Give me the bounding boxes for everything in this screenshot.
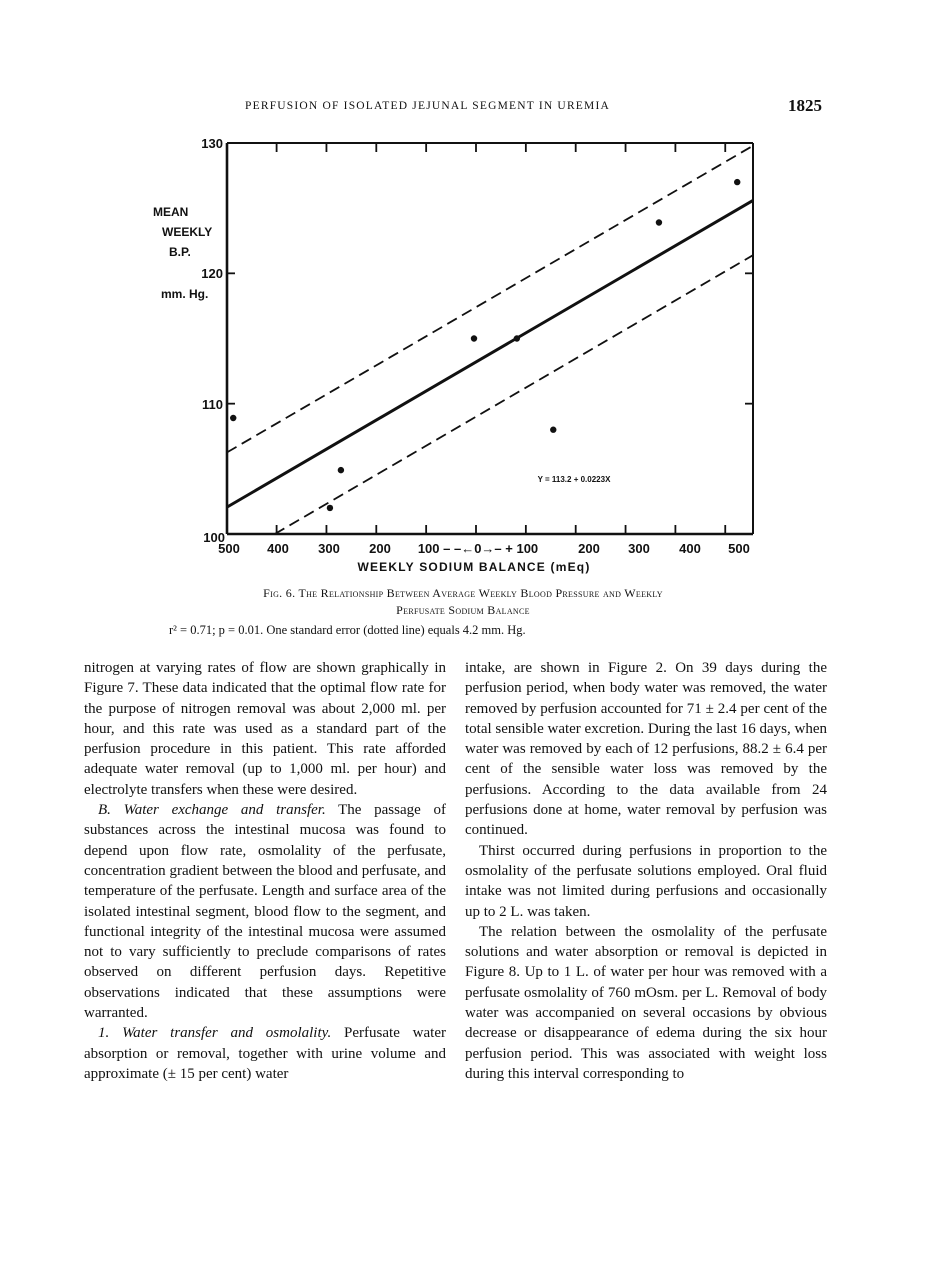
x-axis-title: WEEKLY SODIUM BALANCE (mEq)	[357, 560, 591, 574]
left-text-column	[84, 658, 446, 1084]
figure-caption-title: Fig. 6. The Relationship Between Average Weekly Blood Pressure and Weekly	[263, 586, 663, 600]
y-tick-label: 120	[201, 266, 223, 281]
x-tick-label: 500	[218, 541, 240, 556]
section-heading: 1. Water transfer and osmolality.	[98, 1025, 332, 1042]
y-axis-units: mm. Hg.	[161, 287, 209, 301]
data-point	[471, 335, 477, 341]
x-tick-label: 400	[679, 541, 701, 556]
data-point	[656, 219, 662, 225]
x-tick-label: 400	[267, 541, 289, 556]
paragraph: B. Water exchange and transfer. The passage of substances across the intestinal mucosa was found to depend upon flow rate, osmolality of the perfusate, concentration gradient between the blood and perfusate, and temperature of the perfusate. Length and surface area of the isolated intestinal segment, blood flow to the segment, and functional integrity of the intestinal mucosa were assumed not to vary sufficiently to preclude comparisons of rates observed on different perfusion days. Repetitive observations indicated that these assumptions were warranted.	[84, 802, 446, 1022]
data-point	[338, 467, 344, 473]
section-heading: B. Water exchange and transfer.	[98, 802, 326, 819]
figure-caption-note: r² = 0.71; p = 0.01. One standard error (dotted line) equals 4.2 mm. Hg.	[169, 623, 526, 637]
y-tick-label: 130	[201, 136, 223, 151]
data-point	[550, 427, 556, 433]
x-tick-label: 200	[578, 541, 600, 556]
lower-standard-error-line	[275, 255, 753, 534]
x-tick-label: 300	[318, 541, 340, 556]
paragraph: Thirst occurred during perfusions in proportion to the osmolality of the perfusate solutions employed. Oral fluid intake was not limited during perfusions and occasionally up to 2 L. was taken.	[465, 842, 827, 920]
paragraph: nitrogen at varying rates of flow are shown graphically in Figure 7. These data indicated that the optimal flow rate for the purpose of nitrogen removal was about 2,000 ml. per hour, and this rate was used as a standard part of the perfusion procedure in this patient. This rate afforded adequate water removal (up to 1,000 ml. per hour) and electrolyte transfers when these were desired.	[84, 660, 446, 798]
running-head: PERFUSION OF ISOLATED JEJUNAL SEGMENT IN UREMIA	[245, 100, 610, 112]
data-point	[230, 415, 236, 421]
figure-caption-subtitle: Perfusate Sodium Balance	[396, 603, 530, 617]
x-tick-label: 500	[728, 541, 750, 556]
paragraph: The relation between the osmolality of the perfusate solutions and water absorption or removal is depicted in Figure 8. Up to 1 L. of water per hour was removed with a perfusate osmolality of 760 mOsm. per L. Removal of body water was accompanied on several occasions by obvious decrease or disappearance of edema during the six hour perfusion period. This was associated with weight loss during this interval corresponding to	[465, 923, 827, 1082]
y-axis-title-line: MEAN	[153, 205, 189, 219]
paragraph: 1. Water transfer and osmolality. Perfusate water absorption or removal, together with urine volume and approximate (± 15 per cent) water	[84, 1025, 446, 1082]
y-axis-title-line: WEEKLY	[162, 225, 213, 239]
y-axis-title-line: B.P.	[169, 245, 191, 259]
data-point	[327, 505, 333, 511]
y-tick-label: 100	[203, 530, 225, 545]
upper-standard-error-line	[227, 146, 753, 453]
data-point	[734, 179, 740, 185]
x-tick-label: 200	[369, 541, 391, 556]
figure-6-chart	[0, 0, 926, 590]
page-number: 1825	[788, 96, 822, 115]
regression-line	[227, 200, 753, 507]
data-point	[514, 335, 520, 341]
paragraph: intake, are shown in Figure 2. On 39 days during the perfusion period, when body water was removed, the water removed by perfusion accounted for 71 ± 2.4 per cent of the total sensible water excretion. During the last 16 days, when water was removed by each of 12 perfusions, 88.2 ± 6.4 per cent of the sensible water loss was removed by the perfusions. According to the data available from 24 perfusions done at home, water removal by perfusion was continued.	[465, 660, 827, 839]
right-text-column	[465, 658, 827, 1084]
regression-equation-label: Y = 113.2 + 0.0223X	[537, 475, 611, 484]
y-tick-label: 110	[202, 397, 223, 412]
x-tick-label: 100 – –←0→– + 100	[417, 541, 539, 556]
x-tick-label: 300	[628, 541, 650, 556]
